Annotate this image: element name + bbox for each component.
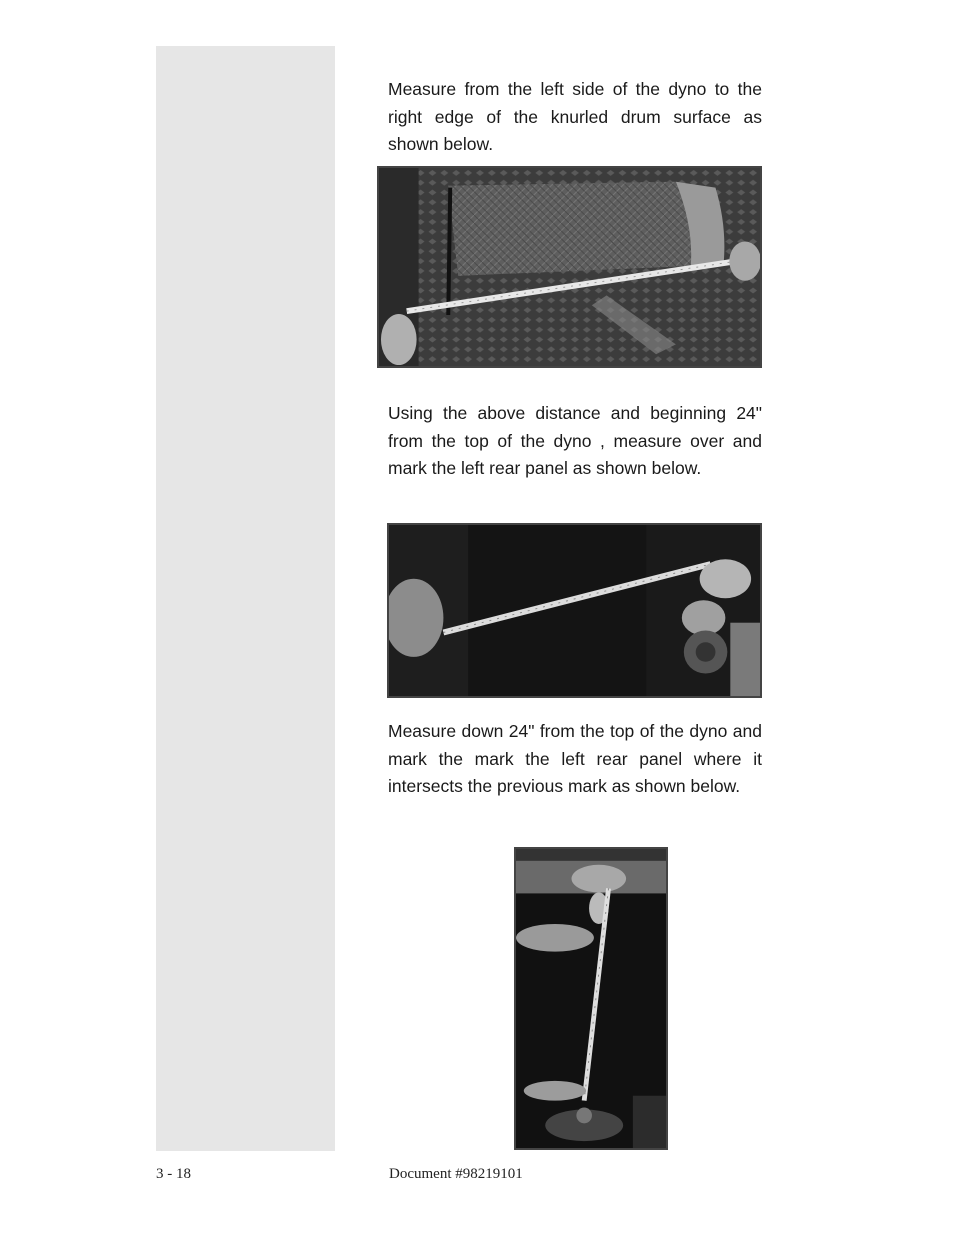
instruction-paragraph-2: Using the above distance and beginning 24" from the top of the dyno , measure over and mark the left rear panel as shown below.: [388, 403, 762, 479]
photo-drum-measurement: [377, 166, 762, 368]
instruction-paragraph-3: Measure down 24" from the top of the dyno and mark the mark the left rear panel where it intersects the previous mark as shown below.: [388, 721, 762, 797]
margin-sidebar: [156, 46, 335, 1151]
photo-rear-panel-measurement: [387, 523, 762, 698]
instruction-paragraph-1: Measure from the left side of the dyno to the right edge of the knurled drum surface as shown below.: [388, 79, 762, 155]
photo-vertical-measurement: [514, 847, 668, 1150]
document-number: Document #98219101: [389, 1166, 523, 1182]
page-number: 3 - 18: [156, 1166, 191, 1182]
